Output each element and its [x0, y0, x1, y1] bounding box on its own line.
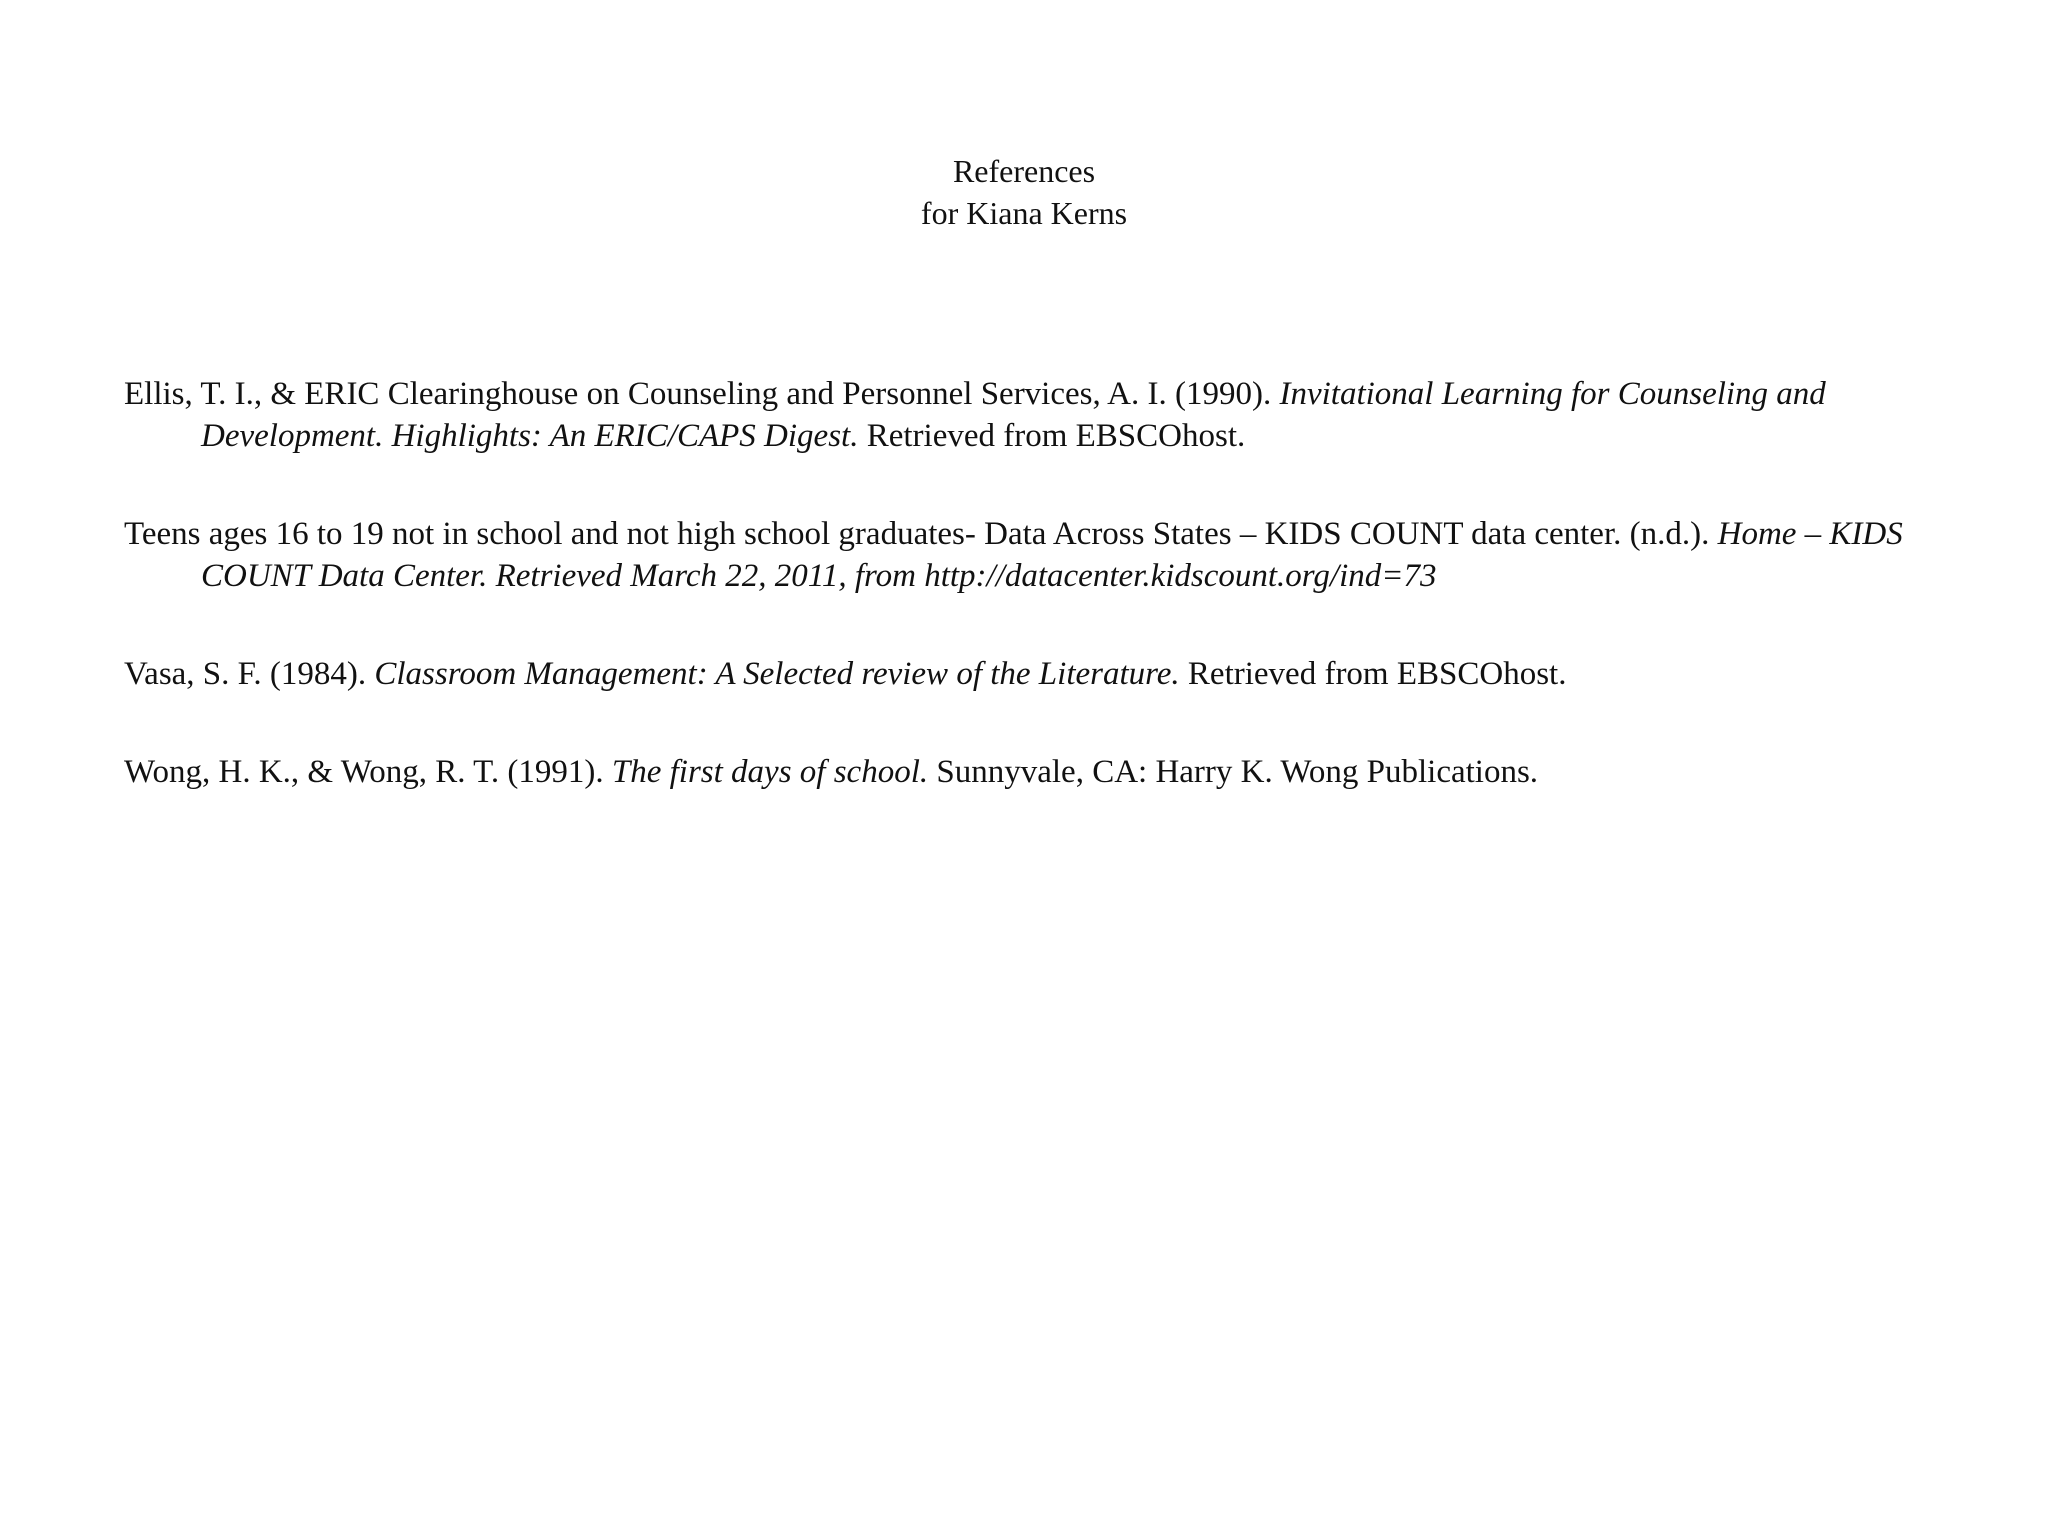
reference-entry	[124, 653, 1924, 695]
reference-source: Retrieved from EBSCOhost.	[858, 418, 1246, 454]
reference-list	[124, 373, 1924, 849]
page-subtitle: for Kiana Kerns	[920, 195, 1128, 231]
reference-text: Teens ages 16 to 19 not in school and not high school graduates- Data Across States – KIDS COUNT data center. (n.d.).	[124, 516, 1718, 552]
reference-title: Classroom Management: A Selected review of the Literature.	[374, 656, 1180, 692]
reference-source: Retrieved from EBSCOhost.	[1179, 656, 1567, 692]
reference-text: Vasa, S. F. (1984).	[124, 656, 375, 692]
reference-text: Wong, H. K., & Wong, R. T. (1991).	[124, 754, 612, 790]
reference-entry	[124, 513, 1924, 597]
reference-text: Ellis, T. I., & ERIC Clearinghouse on Counseling and Personnel Services, A. I. (1990).	[124, 376, 1280, 412]
reference-title: Home – KIDS COUNT Data Center. Retrieved March 22, 2011, from http://datacenter.kidscount.org/ind=73	[201, 516, 1903, 594]
reference-source: Sunnyvale, CA: Harry K. Wong Publications.	[928, 754, 1539, 790]
page-title: References	[952, 153, 1096, 189]
reference-title: The first days of school.	[611, 754, 929, 790]
references-header	[0, 150, 2048, 234]
reference-title: Invitational Learning for Counseling and Development. Highlights: An ERIC/CAPS Digest.	[201, 376, 1826, 454]
reference-entry	[124, 373, 1924, 457]
reference-entry	[124, 751, 1924, 793]
